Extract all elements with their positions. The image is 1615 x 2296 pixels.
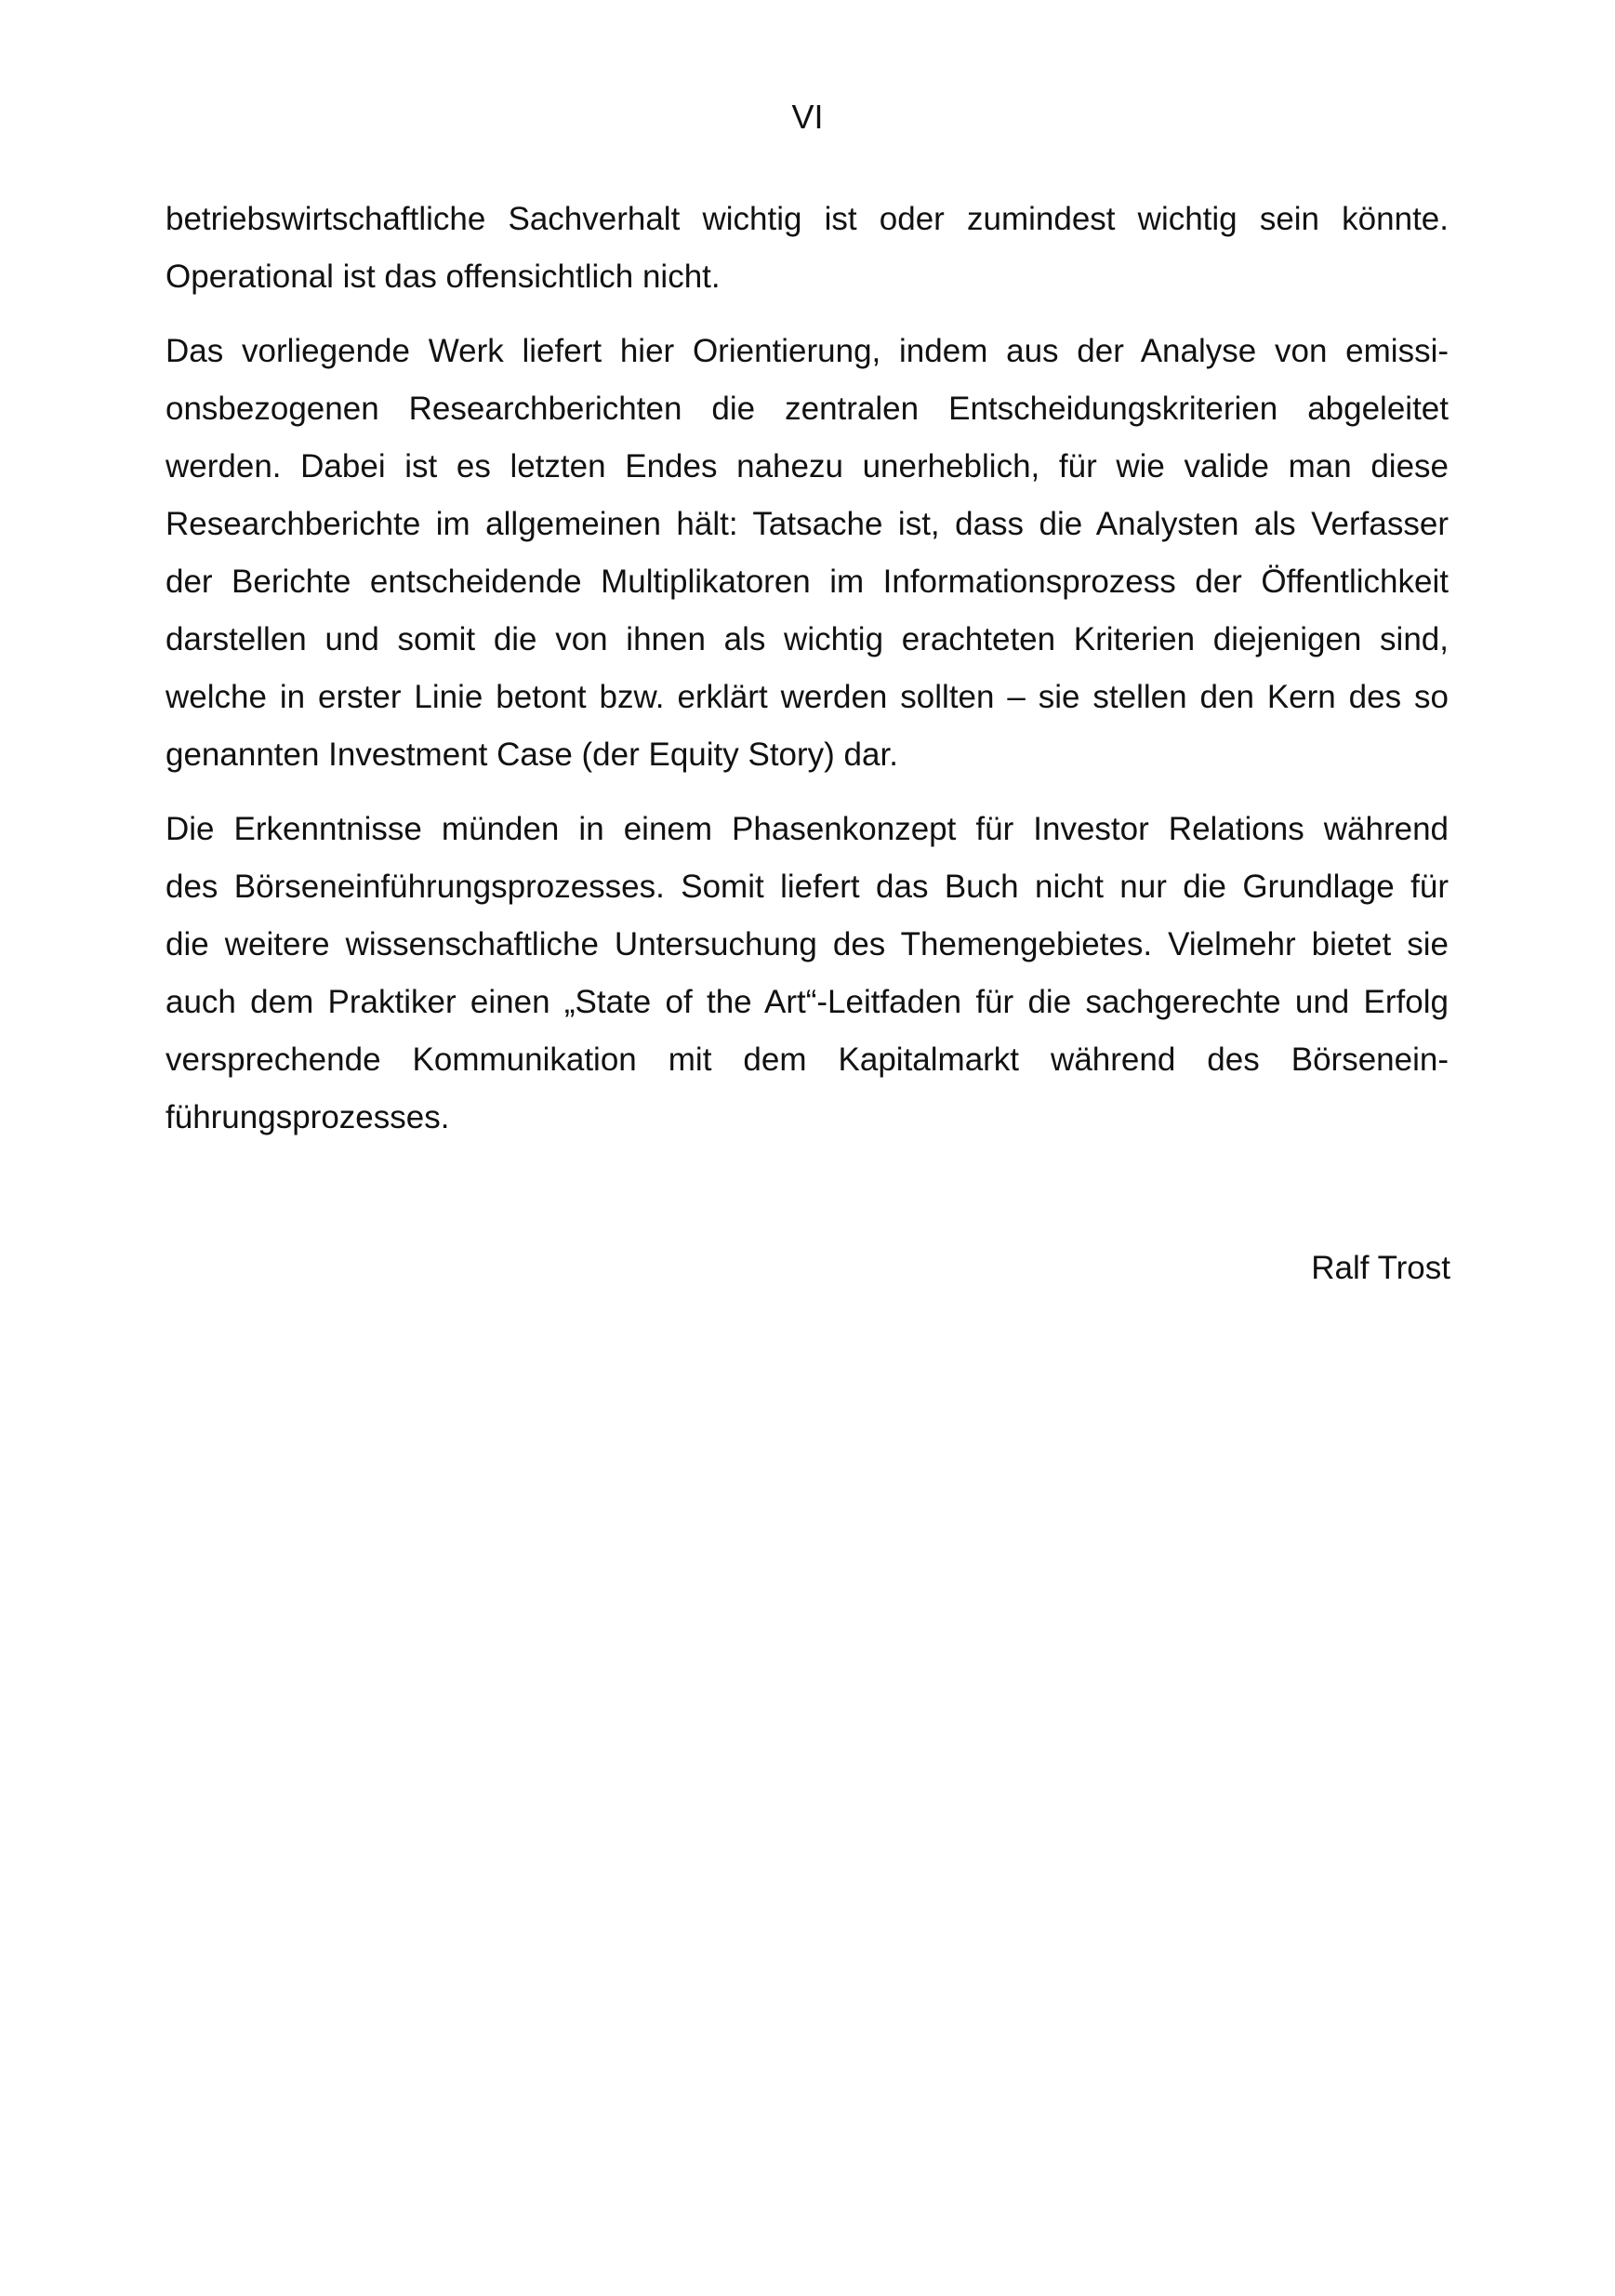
text-line: die weitere wissenschaftliche Untersuchung des Themengebietes. Vielmehr bietet sie bbox=[165, 926, 1449, 962]
author-signature: Ralf Trost bbox=[1311, 1250, 1450, 1286]
body-text bbox=[165, 191, 1449, 1147]
text-line: betriebswirtschaftliche Sachverhalt wichtig ist oder zumindest wichtig sein könnte. bbox=[165, 201, 1449, 237]
text-line: Researchberichte im allgemeinen hält: Tatsache ist, dass die Analysten als Verfasser bbox=[165, 506, 1449, 542]
text-line: Das vorliegende Werk liefert hier Orientierung, indem aus der Analyse von emissi- bbox=[165, 333, 1449, 369]
text-line: führungsprozesses. bbox=[165, 1099, 450, 1135]
text-line: auch dem Praktiker einen „State of the Art“-Leitfaden für die sachgerechte und Erfolg bbox=[165, 984, 1449, 1020]
paragraph-2 bbox=[165, 323, 1449, 784]
page-number: VI bbox=[791, 98, 824, 136]
text-line: onsbezogenen Researchberichten die zentralen Entscheidungskriterien abgeleitet bbox=[165, 391, 1449, 427]
text-line: Die Erkenntnisse münden in einem Phasenkonzept für Investor Relations während bbox=[165, 811, 1449, 847]
text-line: genannten Investment Case (der Equity Story) dar. bbox=[165, 737, 898, 773]
paragraph-1 bbox=[165, 191, 1449, 306]
text-line: werden. Dabei ist es letzten Endes nahezu unerheblich, für wie valide man diese bbox=[165, 448, 1449, 484]
text-line: Operational ist das offensichtlich nicht. bbox=[165, 259, 721, 295]
text-line: versprechende Kommunikation mit dem Kapitalmarkt während des Börsenein- bbox=[165, 1042, 1449, 1078]
text-line: des Börseneinführungsprozesses. Somit liefert das Buch nicht nur die Grundlage für bbox=[165, 869, 1449, 905]
paragraph-3 bbox=[165, 801, 1449, 1147]
text-line: der Berichte entscheidende Multiplikatoren im Informationsprozess der Öffentlichkeit bbox=[165, 564, 1449, 600]
text-line: welche in erster Linie betont bzw. erklärt werden sollten – sie stellen den Kern des so bbox=[165, 679, 1449, 715]
text-line: darstellen und somit die von ihnen als wichtig erachteten Kriterien diejenigen sind, bbox=[165, 621, 1449, 657]
